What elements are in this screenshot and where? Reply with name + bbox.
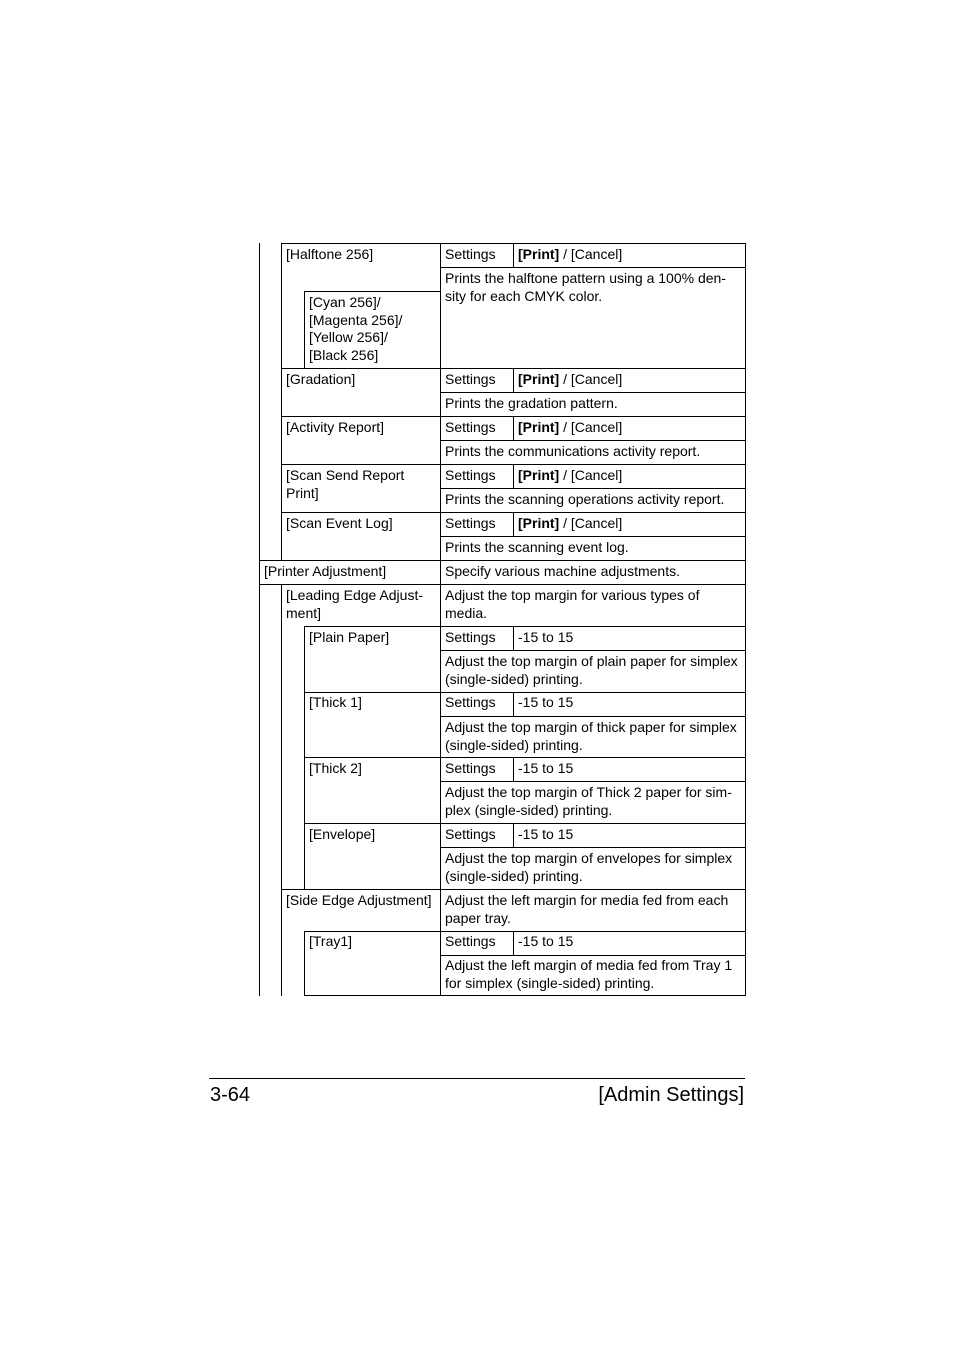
section-title: [Admin Settings] (598, 1084, 744, 1106)
scan-send-report-label: [Scan Send Report Print] (286, 467, 405, 501)
halftone-settings-value (518, 246, 622, 264)
halftone-settings-label: Settings (445, 246, 496, 262)
envelope-description: Adjust the top margin of envelopes for simplex (single-sided) printing. (445, 850, 733, 884)
thick2-description: Adjust the top margin of Thick 2 paper for sim- plex (single-sided) printing. (445, 784, 732, 818)
plain-paper-description: Adjust the top margin of plain paper for simplex (single-sided) printing. (445, 653, 738, 687)
scan-send-settings-label: Settings (445, 467, 496, 483)
envelope-settings-label: Settings (445, 826, 496, 842)
halftone-color-labels: [Cyan 256]/ [Magenta 256]/ [Yellow 256]/ [Black 256] (309, 294, 403, 363)
gradation-description: Prints the gradation pattern. (445, 395, 618, 411)
activity-report-label: [Activity Report] (286, 419, 385, 435)
scan-event-settings-label: Settings (445, 515, 496, 531)
print-option: [Print] (518, 467, 560, 483)
tray1-label: [Tray1] (309, 933, 353, 949)
cancel-option: / [Cancel] (559, 467, 623, 483)
plain-paper-settings-label: Settings (445, 629, 496, 645)
thick1-settings-value: -15 to 15 (518, 694, 574, 710)
scan-send-settings-value (518, 467, 622, 485)
plain-paper-settings-value: -15 to 15 (518, 629, 574, 645)
cancel-option: / [Cancel] (559, 419, 623, 435)
print-option: [Print] (518, 246, 560, 262)
side-edge-label: [Side Edge Adjustment] (286, 892, 432, 908)
activity-description: Prints the communications activity report. (445, 443, 701, 459)
printer-adjustment-label: [Printer Adjustment] (264, 563, 387, 579)
gradation-settings-value (518, 371, 622, 389)
envelope-label: [Envelope] (309, 826, 376, 842)
side-edge-description: Adjust the left margin for media fed from each paper tray. (445, 892, 729, 926)
leading-edge-label: [Leading Edge Adjust- ment] (286, 587, 423, 621)
page-number: 3-64 (210, 1084, 251, 1106)
leading-edge-description: Adjust the top margin for various types of media. (445, 587, 700, 621)
scan-event-settings-value (518, 515, 622, 533)
halftone-label: [Halftone 256] (286, 246, 374, 262)
envelope-settings-value: -15 to 15 (518, 826, 574, 842)
cancel-option: / [Cancel] (559, 371, 623, 387)
print-option: [Print] (518, 419, 560, 435)
printer-adjustment-description: Specify various machine adjustments. (445, 563, 680, 579)
print-option: [Print] (518, 515, 560, 531)
activity-settings-label: Settings (445, 419, 496, 435)
cancel-option: / [Cancel] (559, 246, 623, 262)
footer-rule (209, 1078, 745, 1079)
scan-send-description: Prints the scanning operations activity report. (445, 491, 725, 507)
tray1-settings-value: -15 to 15 (518, 933, 574, 949)
scan-event-description: Prints the scanning event log. (445, 539, 629, 555)
tray1-description: Adjust the left margin of media fed from Tray 1 for simplex (single-sided) printing. (445, 957, 733, 991)
halftone-description: Prints the halftone pattern using a 100% den- sity for each CMYK color. (445, 270, 726, 304)
activity-settings-value (518, 419, 622, 437)
thick2-label: [Thick 2] (309, 760, 362, 776)
scan-event-log-label: [Scan Event Log] (286, 515, 393, 531)
gradation-settings-label: Settings (445, 371, 496, 387)
thick1-settings-label: Settings (445, 694, 496, 710)
tray1-settings-label: Settings (445, 933, 496, 949)
plain-paper-label: [Plain Paper] (309, 629, 390, 645)
thick1-description: Adjust the top margin of thick paper for simplex (single-sided) printing. (445, 719, 737, 753)
gradation-label: [Gradation] (286, 371, 356, 387)
cancel-option: / [Cancel] (559, 515, 623, 531)
thick2-settings-value: -15 to 15 (518, 760, 574, 776)
print-option: [Print] (518, 371, 560, 387)
thick2-settings-label: Settings (445, 760, 496, 776)
thick1-label: [Thick 1] (309, 694, 362, 710)
